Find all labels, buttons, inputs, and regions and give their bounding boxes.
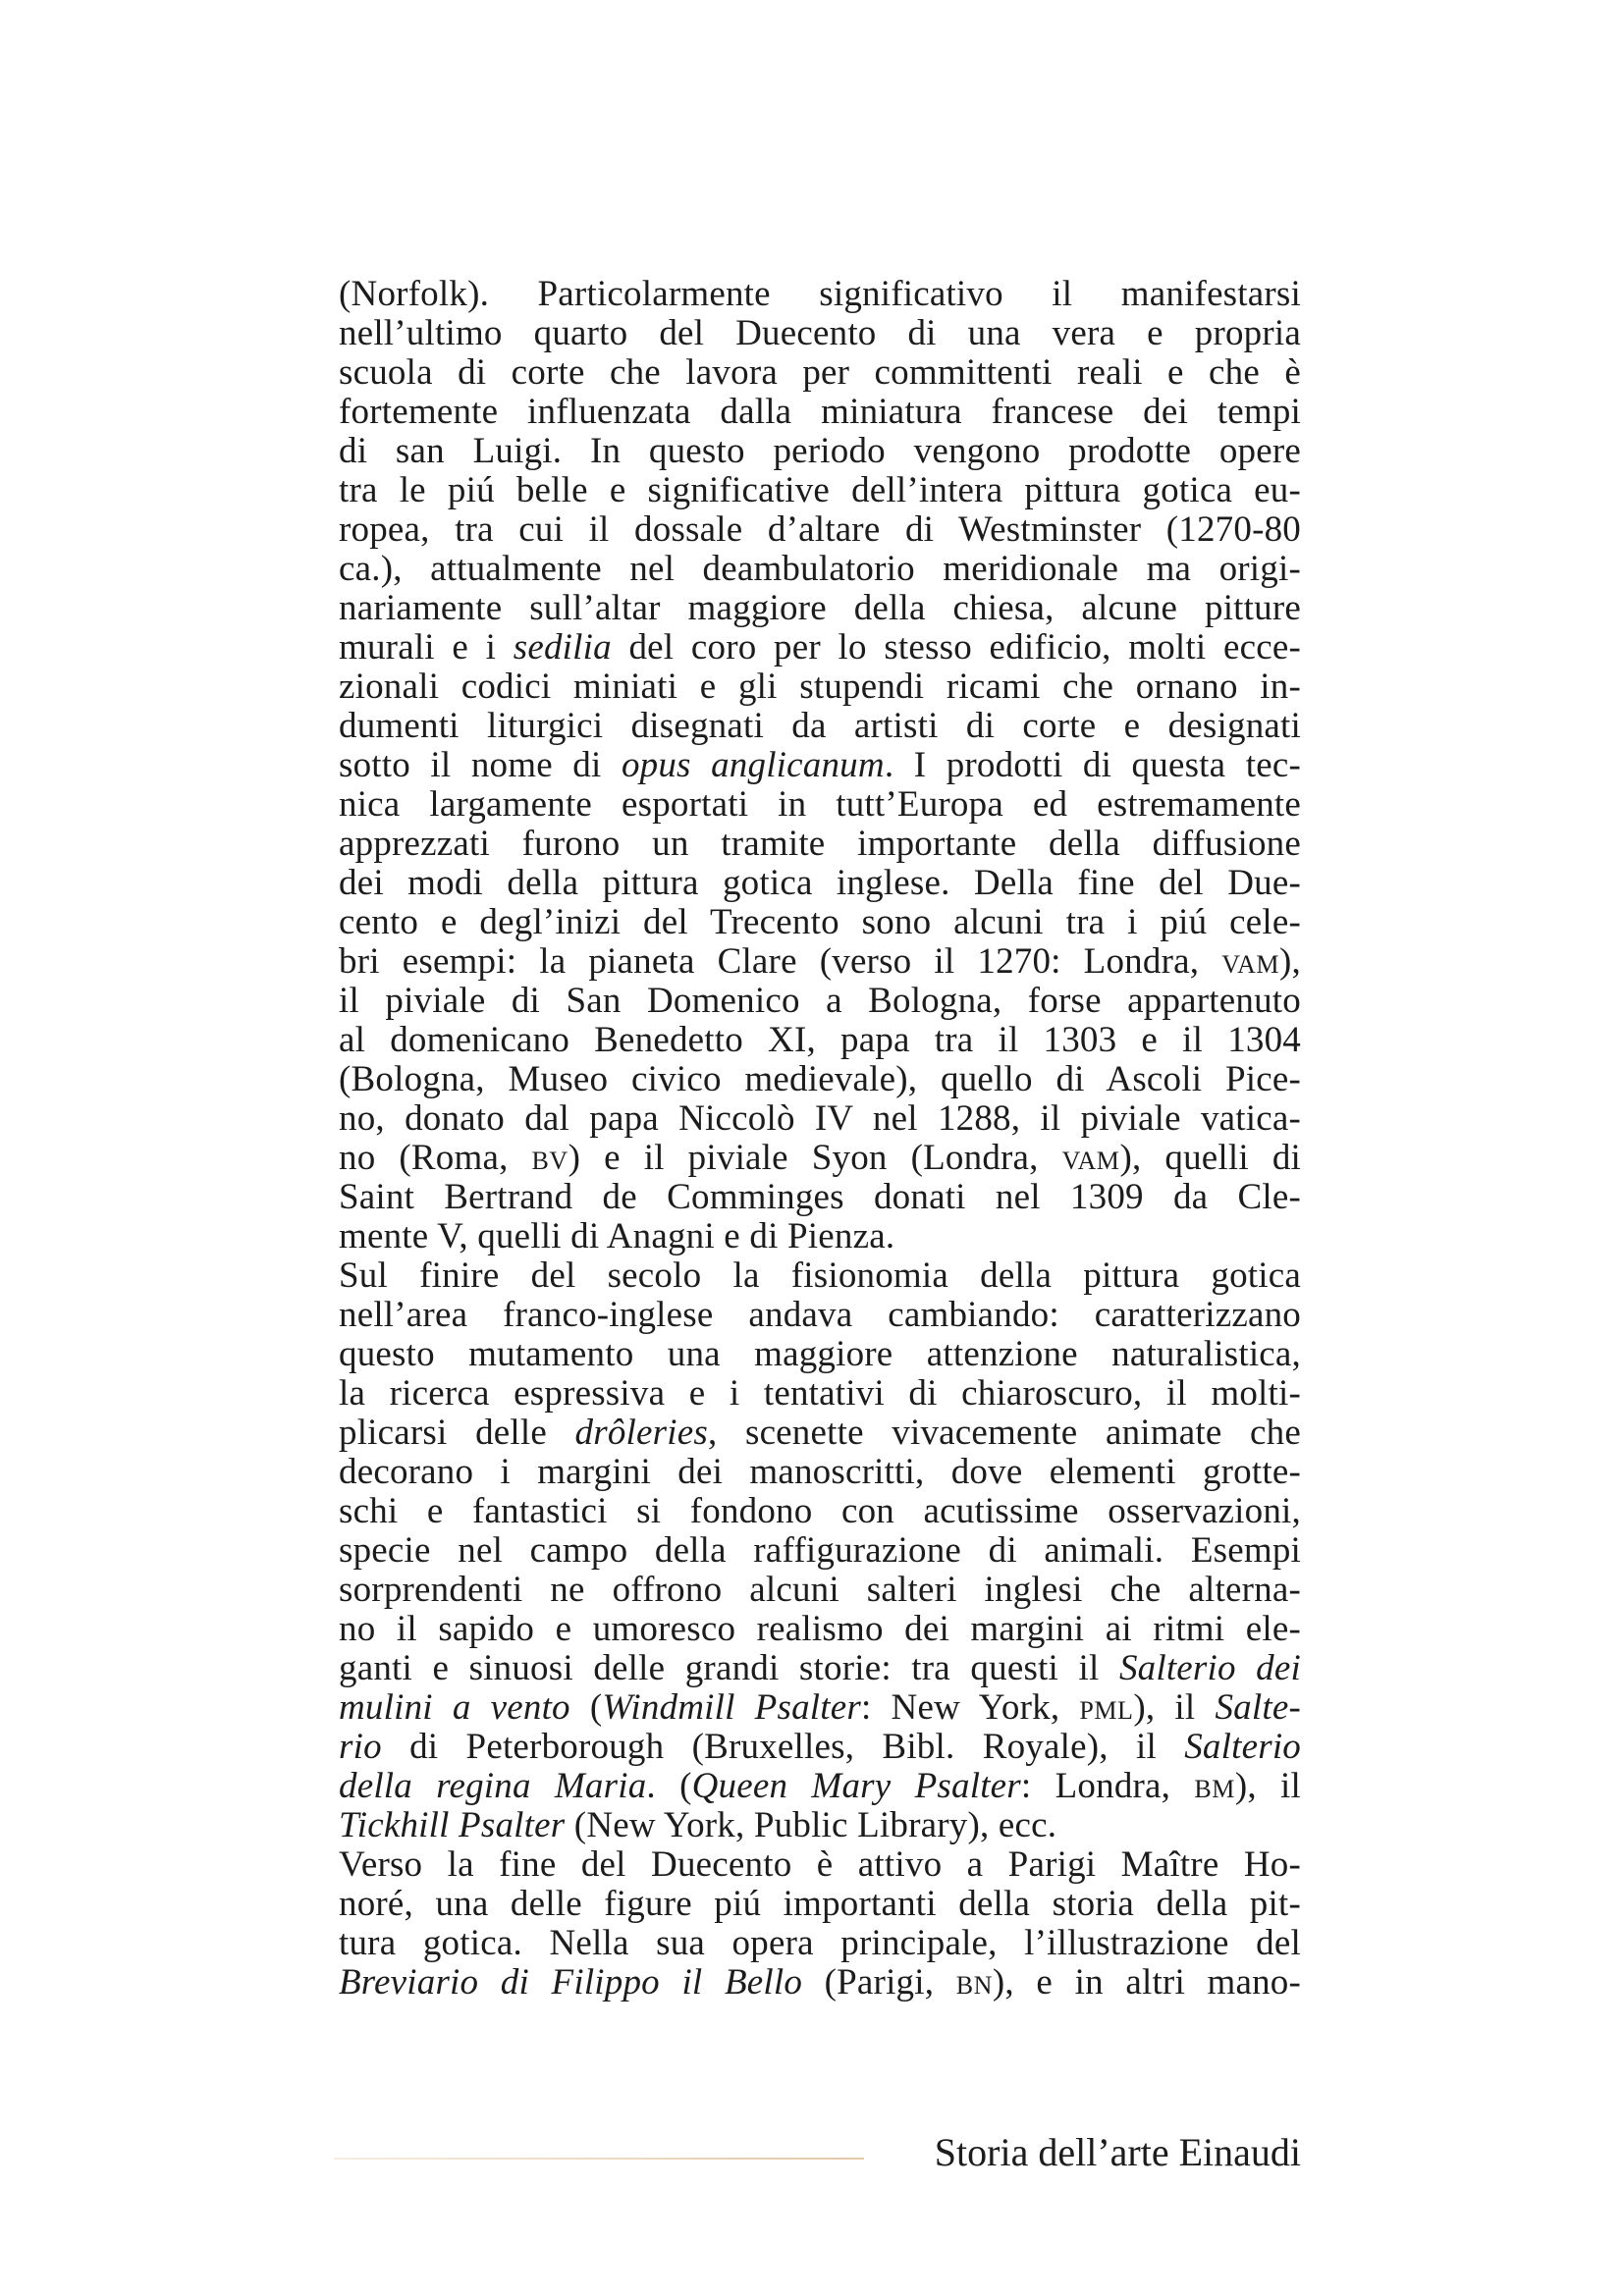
- text-line: Verso la fine del Duecento è attivo a Parigi Maître Ho-: [339, 1844, 1301, 1885]
- text-line: Saint Bertrand de Comminges donati nel 1309 da Cle-: [339, 1177, 1301, 1217]
- text-line: Tickhill Psalter (New York, Public Library), ecc.: [339, 1805, 1057, 1845]
- footer-title: Storia dell’arte Einaudi: [934, 2130, 1301, 2174]
- text-line: decorano i margini dei manoscritti, dove elementi grotte-: [339, 1452, 1301, 1492]
- text-line: dumenti liturgici disegnati da artisti di corte e designati: [339, 706, 1301, 746]
- text-line: ca.), attualmente nel deambulatorio meridionale ma origi-: [339, 549, 1301, 589]
- text-line: rio di Peterborough (Bruxelles, Bibl. Royale), il Salterio: [339, 1727, 1301, 1767]
- text-line: tura gotica. Nella sua opera principale, l’illustrazione del: [339, 1923, 1301, 1963]
- text-line: mente V, quelli di Anagni e di Pienza.: [339, 1216, 895, 1256]
- text-line: (Norfolk). Particolarmente significativo il manifestarsi: [339, 274, 1301, 314]
- text-line: il piviale di San Domenico a Bologna, forse appartenuto: [339, 981, 1301, 1021]
- text-line: ganti e sinuosi delle grandi storie: tra questi il Salterio dei: [339, 1648, 1301, 1688]
- text-line: questo mutamento una maggiore attenzione naturalistica,: [339, 1334, 1301, 1374]
- text-line: (Bologna, Museo civico medievale), quello di Ascoli Pice-: [339, 1059, 1301, 1099]
- text-line: no (Roma, bv) e il piviale Syon (Londra, vam), quelli di: [339, 1138, 1302, 1178]
- text-line: scuola di corte che lavora per committenti reali e che è: [339, 352, 1301, 393]
- page-footer: [334, 2128, 1301, 2177]
- paragraph: [339, 275, 1301, 1256]
- text-line: schi e fantastici si fondono con acutissime osservazioni,: [339, 1491, 1301, 1531]
- text-line: Sul finire del secolo la fisionomia della pittura gotica: [339, 1255, 1301, 1296]
- text-line: ropea, tra cui il dossale d’altare di Westminster (1270-80: [339, 509, 1301, 550]
- text-line: no il sapido e umoresco realismo dei margini ai ritmi ele-: [339, 1609, 1301, 1649]
- footer-rule: [334, 2158, 864, 2160]
- text-line: mulini a vento (Windmill Psalter: New York, pml), il Salte-: [339, 1687, 1301, 1728]
- text-line: zionali codici miniati e gli stupendi ricami che ornano in-: [339, 667, 1301, 707]
- text-line: cento e degl’inizi del Trecento sono alcuni tra i piú cele-: [339, 902, 1301, 942]
- text-line: della regina Maria. (Queen Mary Psalter: Londra, bm), il: [339, 1766, 1302, 1806]
- body-text: [339, 275, 1301, 2002]
- text-line: bri esempi: la pianeta Clare (verso il 1270: Londra, vam),: [339, 941, 1301, 982]
- text-line: specie nel campo della raffigurazione di animali. Esempi: [339, 1530, 1301, 1571]
- text-line: Breviario di Filippo il Bello (Parigi, bn), e in altri mano-: [339, 1962, 1302, 2002]
- text-line: di san Luigi. In questo periodo vengono prodotte opere: [339, 431, 1301, 471]
- paragraph: [339, 1845, 1301, 2002]
- text-line: plicarsi delle drôleries, scenette vivacemente animate che: [339, 1413, 1302, 1453]
- text-line: dei modi della pittura gotica inglese. Della fine del Due-: [339, 863, 1301, 903]
- paragraph: [339, 1256, 1301, 1845]
- text-line: noré, una delle figure piú importanti della storia della pit-: [339, 1884, 1301, 1924]
- text-line: nell’ultimo quarto del Duecento di una vera e propria: [339, 313, 1301, 353]
- text-line: nica largamente esportati in tutt’Europa ed estremamente: [339, 784, 1301, 825]
- text-line: no, donato dal papa Niccolò IV nel 1288, il piviale vatica-: [339, 1098, 1301, 1139]
- text-line: sotto il nome di opus anglicanum. I prodotti di questa tec-: [339, 745, 1301, 785]
- text-line: murali e i sedilia del coro per lo stesso edificio, molti ecce-: [339, 627, 1301, 667]
- text-line: nell’area franco-inglese andava cambiando: caratterizzano: [339, 1295, 1301, 1335]
- text-line: apprezzati furono un tramite importante della diffusione: [339, 824, 1301, 864]
- text-line: sorprendenti ne offrono alcuni salteri inglesi che alterna-: [339, 1570, 1301, 1610]
- text-line: tra le piú belle e significative dell’intera pittura gotica eu-: [339, 470, 1301, 510]
- text-line: fortemente influenzata dalla miniatura francese dei tempi: [339, 392, 1301, 432]
- text-line: nariamente sull’altar maggiore della chiesa, alcune pitture: [339, 588, 1301, 628]
- text-line: al domenicano Benedetto XI, papa tra il 1303 e il 1304: [339, 1020, 1301, 1060]
- text-line: la ricerca espressiva e i tentativi di chiaroscuro, il molti-: [339, 1373, 1301, 1414]
